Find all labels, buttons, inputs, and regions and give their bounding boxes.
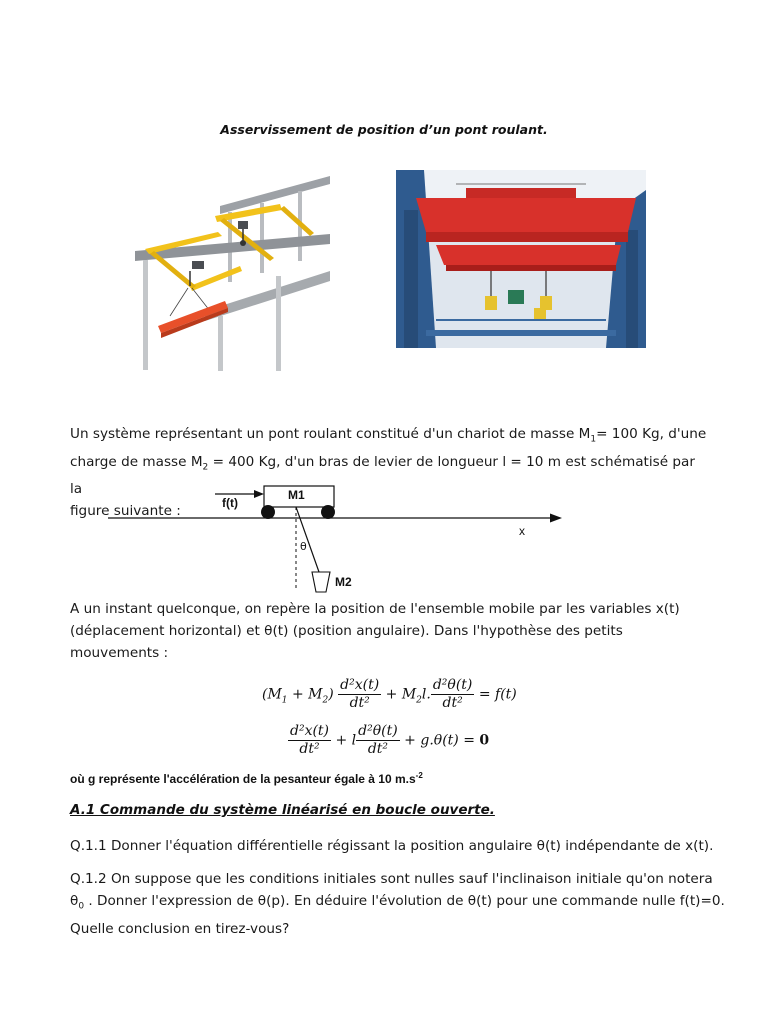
eq2-fraction-theta	[356, 723, 400, 758]
cart-wheel-right	[321, 505, 335, 519]
intro-line-2-end: = 400 Kg, d'un bras de levier de longueur l = 10 m est schématisé par la	[70, 453, 695, 498]
crane-render-image	[110, 176, 330, 371]
force-label: f(t)	[222, 496, 238, 510]
section-a1-heading: A.1 Commande du système linéarisé en boucle ouverte.	[70, 802, 495, 818]
overhead-crane-3d-render-icon	[110, 176, 330, 371]
m1-subscript: 1	[590, 434, 597, 445]
equation-1	[262, 677, 517, 712]
eq1-sub-2: 2	[322, 695, 329, 706]
overhead-crane-photo-icon	[396, 170, 646, 348]
load-m2-shape	[312, 572, 330, 592]
force-arrow-head	[254, 490, 264, 498]
eq1-frac1-num: d²x(t)	[340, 677, 380, 693]
question-1-2	[70, 868, 750, 940]
equation-2	[288, 723, 489, 758]
crane-photo-image	[396, 170, 646, 348]
eq1-frac1-den: dt²	[349, 695, 370, 711]
intro-line-1-text: Un système représentant un pont roulant constitué d'un chariot de masse M	[70, 426, 591, 442]
eq1-fraction-theta	[431, 677, 475, 712]
x-axis-label: x	[519, 524, 525, 538]
position-line-3: mouvements :	[70, 645, 169, 661]
position-line-1: A un instant quelconque, on repère la position de l'ensemble mobile par les variables x(t)	[70, 601, 680, 617]
position-paragraph	[70, 598, 720, 664]
eq1-fraction-x	[338, 677, 381, 712]
eq2-frac1-den: dt²	[299, 741, 320, 757]
x-axis-arrow	[550, 514, 562, 523]
m2-subscript: 2	[202, 462, 209, 473]
eq2-fraction-x	[288, 723, 331, 758]
eq2-frac1-num: d²x(t)	[290, 723, 330, 739]
eq1-lhs-close: )	[328, 686, 334, 703]
eq1-lhs-open: (M	[262, 686, 282, 703]
q12-line-1: Q.1.2 On suppose que les conditions initiales sont nulles sauf l'inclinaison initiale qu'on notera	[70, 871, 713, 887]
eq1-sub-3: 2	[416, 695, 422, 706]
eq1-frac2-num: d²θ(t)	[432, 677, 473, 693]
pendulum-diagram	[100, 484, 570, 594]
gravity-note-text: où g représente l'accélération de la pesanteur égale à 10 m.s	[70, 772, 416, 786]
gravity-note	[70, 771, 423, 786]
intro-line-3: figure suivante :	[70, 503, 181, 520]
question-1-1: Q.1.1 Donner l'équation différentielle régissant la position angulaire θ(t) indépendante de x(t).	[70, 838, 714, 854]
q12-line-3: Quelle conclusion en tirez-vous?	[70, 920, 290, 937]
page-title: Asservissement de position d’un pont roulant.	[220, 122, 548, 137]
eq1-sub-1: 1	[281, 695, 288, 706]
eq1-rhs: = f(t)	[478, 686, 517, 703]
load-label: M2	[335, 575, 352, 589]
q12-line-2-rest: . Donner l'expression de θ(p). En déduire l'évolution de θ(t) pour une commande nulle f(t)=0.	[84, 893, 725, 909]
eq2-frac2-den: dt²	[367, 741, 389, 757]
eq1-plus-m2: + M	[287, 686, 323, 703]
eq2-rest: + g.θ(t) =	[404, 732, 480, 749]
eq1-l: l.	[421, 686, 431, 703]
intro-line-1-end: = 100 Kg, d'une	[596, 426, 707, 442]
eq1-frac2-den: dt²	[442, 695, 463, 711]
eq2-zero: 0	[479, 732, 490, 749]
theta-label: θ	[300, 540, 307, 553]
intro-line-1	[70, 423, 710, 451]
q12-theta-subscript: 0	[78, 901, 85, 912]
q12-theta: θ	[70, 893, 79, 909]
eq1-mid: + M	[385, 686, 417, 703]
cart-label: M1	[288, 488, 305, 502]
eq2-frac2-num: d²θ(t)	[358, 723, 398, 739]
position-line-2: (déplacement horizontal) et θ(t) (position angulaire). Dans l'hypothèse des petits	[70, 623, 623, 639]
q12-line-2	[70, 890, 750, 918]
eq2-plus-l: + l	[335, 732, 357, 749]
intro-line-2-start: charge de masse M	[70, 453, 203, 470]
gravity-note-exponent: -2	[415, 771, 423, 780]
cart-wheel-left	[261, 505, 275, 519]
